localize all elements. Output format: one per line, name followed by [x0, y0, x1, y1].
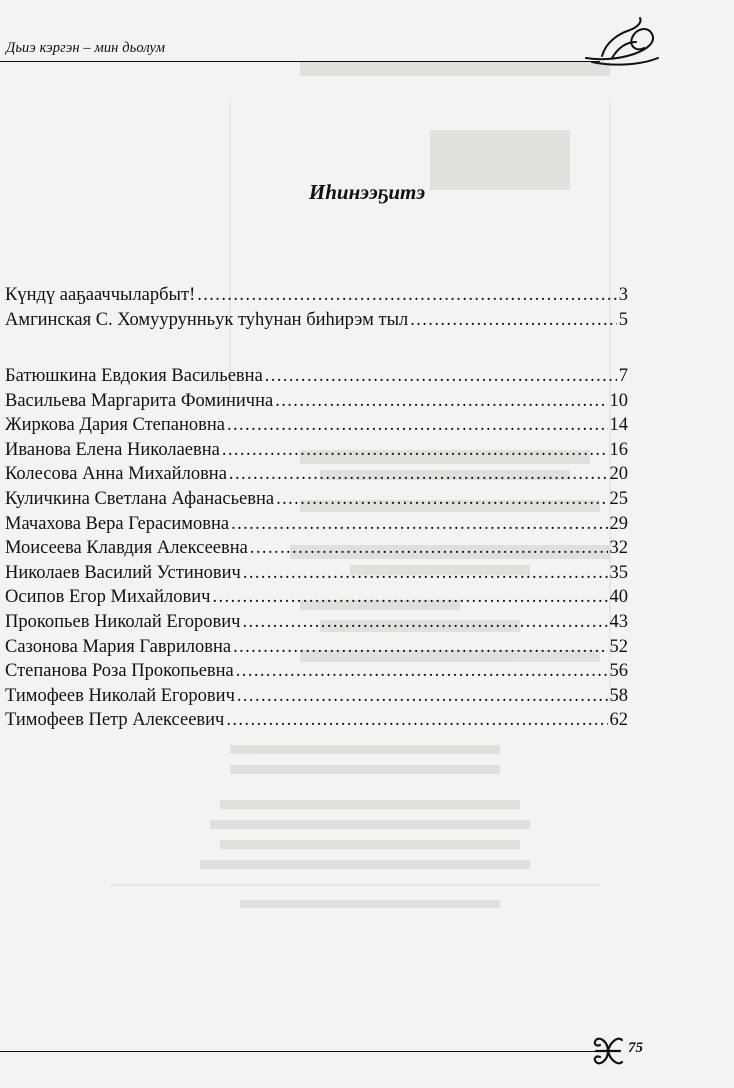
- entry-page: 43: [609, 611, 628, 632]
- entry-name: Жиркова Дария Степановна: [5, 415, 225, 436]
- toc-entry: [5, 686, 628, 711]
- dot-leader: [229, 464, 608, 485]
- entry-page: 20: [609, 464, 628, 485]
- page-title: Иһинээҕитэ: [308, 180, 426, 204]
- header-rule: [0, 61, 600, 62]
- toc-entry: [5, 285, 628, 310]
- entry-name: Тимофеев Петр Алексеевич: [5, 710, 225, 731]
- entry-page: 40: [609, 587, 628, 608]
- entry-page: 32: [609, 538, 628, 559]
- entry-name: Мачахова Вера Герасимовна: [5, 513, 230, 534]
- toc-entry: [5, 415, 628, 440]
- entry-page: 14: [609, 415, 628, 436]
- scroll-ornament-icon: [590, 1030, 626, 1074]
- running-header: Дьиэ кэргэн – мин дьолум: [6, 40, 166, 56]
- footer-rule: [0, 1051, 596, 1052]
- toc-entry: [5, 310, 628, 335]
- dot-leader: [227, 415, 608, 436]
- dot-leader: [410, 310, 617, 331]
- toc-entry: [5, 538, 628, 563]
- entry-name: Куличкина Светлана Афанасьевна: [5, 488, 275, 509]
- dot-leader: [242, 612, 607, 633]
- entry-name: Тимофеев Николай Егорович: [5, 685, 235, 706]
- toc-entry: [5, 587, 628, 612]
- toc-entry: [5, 366, 628, 391]
- entry-name: Иванова Елена Николаевна: [5, 439, 220, 460]
- page-number: 75: [628, 1040, 643, 1056]
- dot-leader: [276, 489, 607, 510]
- entry-name: Осипов Егор Михайлович: [5, 587, 211, 608]
- dot-leader: [222, 440, 608, 461]
- dot-leader: [233, 637, 607, 658]
- entry-name: Васильева Маргарита Фоминична: [5, 390, 274, 411]
- toc-entry: [5, 637, 628, 662]
- entry-name: Амгинская С. Хомуурунньук туһунан биһирэм тыл: [5, 309, 409, 330]
- entry-page: 56: [609, 661, 628, 682]
- entry-page: 35: [609, 562, 628, 583]
- entry-page: 10: [609, 390, 628, 411]
- entry-name: Колесова Анна Михайловна: [5, 464, 227, 485]
- entry-name: Батюшкина Евдокия Васильевна: [5, 366, 263, 386]
- entry-page: 52: [609, 636, 628, 657]
- entry-name: Күндү ааҕааччыларбыт!: [5, 285, 196, 305]
- entry-page: 7: [618, 366, 628, 386]
- author-entries: [5, 366, 628, 735]
- entry-name: Николаев Василий Устинович: [5, 562, 241, 583]
- entry-page: 16: [609, 439, 628, 460]
- toc-entry: [5, 514, 628, 539]
- calligraphic-ornament-icon: [582, 12, 664, 70]
- toc-entry: [5, 612, 628, 637]
- entry-name: Моисеева Клавдия Алексеевна: [5, 538, 248, 559]
- entry-page: 58: [609, 685, 628, 706]
- toc-entry: [5, 489, 628, 514]
- toc-entry: [5, 563, 628, 588]
- toc-entry: [5, 391, 628, 416]
- entry-page: 25: [609, 488, 628, 509]
- intro-entries: [5, 285, 628, 334]
- toc-entry: [5, 710, 628, 735]
- entry-name: Степанова Роза Прокопьевна: [5, 661, 234, 682]
- entry-page: 3: [618, 285, 628, 305]
- dot-leader: [265, 366, 617, 387]
- toc-entry: [5, 440, 628, 465]
- entry-name: Сазонова Мария Гавриловна: [5, 636, 232, 657]
- dot-leader: [275, 391, 607, 412]
- toc-entry: [5, 661, 628, 686]
- entry-page: 5: [618, 309, 628, 330]
- entry-page: 29: [609, 513, 628, 534]
- dot-leader: [243, 563, 608, 584]
- dot-leader: [250, 538, 608, 559]
- dot-leader: [236, 661, 608, 682]
- toc-entry: [5, 464, 628, 489]
- dot-leader: [226, 710, 607, 731]
- dot-leader: [197, 285, 617, 306]
- dot-leader: [212, 587, 607, 608]
- entry-page: 62: [609, 710, 628, 731]
- dot-leader: [231, 514, 607, 535]
- entry-name: Прокопьев Николай Егорович: [5, 611, 241, 632]
- dot-leader: [237, 686, 608, 707]
